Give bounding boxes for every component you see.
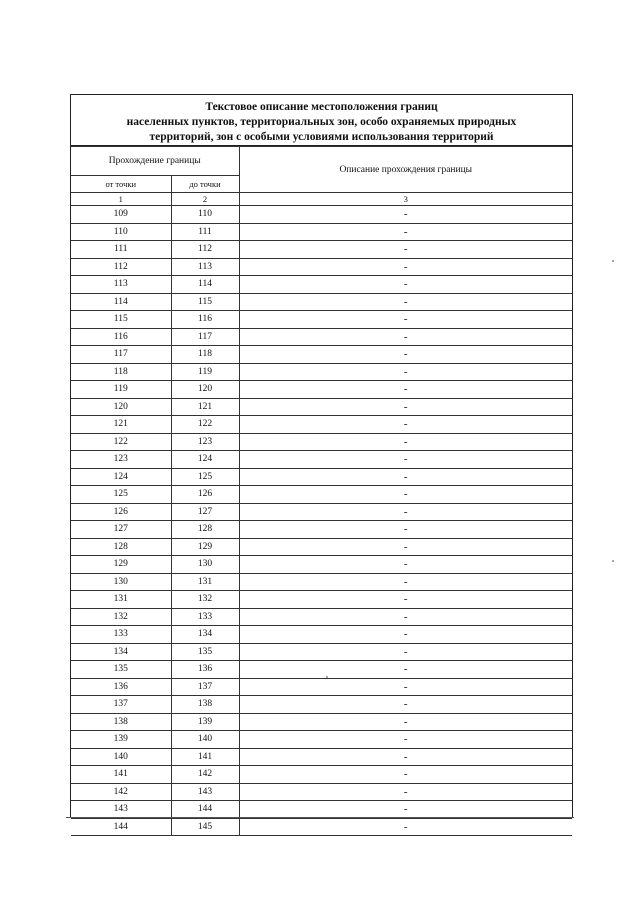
document-sheet [70,94,573,833]
cell-to-point: 110 [171,206,239,224]
table-row [71,538,572,556]
cell-from-point: 115 [71,311,171,329]
cell-description: - [239,258,572,276]
table-row [71,521,572,539]
cell-from-point: 134 [71,643,171,661]
table-row [71,311,572,329]
table-row [71,748,572,766]
cell-from-point: 122 [71,433,171,451]
cell-from-point: 114 [71,293,171,311]
document-title [71,95,572,146]
cell-description: - [239,276,572,294]
cell-from-point: 121 [71,416,171,434]
cell-description: - [239,801,572,819]
cell-from-point: 132 [71,608,171,626]
bottom-rule [66,817,574,818]
cell-description: - [239,346,572,364]
table-row [71,661,572,679]
cell-description: - [239,223,572,241]
table-row [71,766,572,784]
cell-description: - [239,696,572,714]
cell-from-point: 140 [71,748,171,766]
cell-description: - [239,766,572,784]
cell-description: - [239,486,572,504]
cell-to-point: 123 [171,433,239,451]
cell-to-point: 116 [171,311,239,329]
cell-from-point: 117 [71,346,171,364]
cell-description: - [239,328,572,346]
cell-to-point: 117 [171,328,239,346]
cell-from-point: 112 [71,258,171,276]
cell-to-point: 129 [171,538,239,556]
cell-description: - [239,468,572,486]
cell-to-point: 118 [171,346,239,364]
cell-from-point: 127 [71,521,171,539]
table-row [71,206,572,224]
table-body [71,206,572,836]
cell-to-point: 120 [171,381,239,399]
cell-from-point: 126 [71,503,171,521]
cell-from-point: 135 [71,661,171,679]
cell-to-point: 132 [171,591,239,609]
table-row [71,398,572,416]
header-boundary-passage: Прохождение границы [71,147,239,176]
cell-description: - [239,381,572,399]
table-row [71,486,572,504]
cell-to-point: 137 [171,678,239,696]
cell-to-point: 122 [171,416,239,434]
title-line-1: Текстовое описание местоположения границ [205,101,438,113]
cell-to-point: 144 [171,801,239,819]
cell-from-point: 125 [71,486,171,504]
column-number-3: 3 [239,193,572,206]
cell-from-point: 123 [71,451,171,469]
cell-description: - [239,748,572,766]
cell-to-point: 125 [171,468,239,486]
table-row [71,608,572,626]
table-row [71,241,572,259]
cell-to-point: 115 [171,293,239,311]
header-description: Описание прохождения границы [239,147,572,193]
cell-from-point: 120 [71,398,171,416]
cell-to-point: 114 [171,276,239,294]
cell-from-point: 113 [71,276,171,294]
cell-from-point: 116 [71,328,171,346]
cell-to-point: 130 [171,556,239,574]
cell-description: - [239,643,572,661]
cell-description: - [239,241,572,259]
table-row [71,591,572,609]
cell-from-point: 131 [71,591,171,609]
cell-to-point: 112 [171,241,239,259]
cell-from-point: 133 [71,626,171,644]
cell-description: - [239,591,572,609]
cell-from-point: 136 [71,678,171,696]
table-row [71,626,572,644]
cell-description: - [239,311,572,329]
table-row [71,328,572,346]
cell-from-point: 111 [71,241,171,259]
cell-from-point: 118 [71,363,171,381]
cell-description: - [239,818,572,836]
cell-from-point: 139 [71,731,171,749]
cell-to-point: 142 [171,766,239,784]
table-row [71,731,572,749]
table-row [71,643,572,661]
cell-to-point: 131 [171,573,239,591]
cell-to-point: 126 [171,486,239,504]
cell-description: - [239,293,572,311]
cell-description: - [239,398,572,416]
cell-to-point: 135 [171,643,239,661]
table-row [71,503,572,521]
cell-to-point: 127 [171,503,239,521]
cell-description: - [239,363,572,381]
cell-description: - [239,678,572,696]
table-row [71,468,572,486]
cell-to-point: 128 [171,521,239,539]
cell-from-point: 110 [71,223,171,241]
cell-to-point: 134 [171,626,239,644]
title-line-3: территорий, зон с особыми условиями использования территорий [149,131,494,143]
table-row [71,573,572,591]
cell-to-point: 145 [171,818,239,836]
table-row [71,783,572,801]
cell-to-point: 133 [171,608,239,626]
header-from-point: от точки [71,176,171,193]
cell-description: - [239,206,572,224]
table-row [71,801,572,819]
cell-from-point: 109 [71,206,171,224]
column-number-2: 2 [171,193,239,206]
cell-to-point: 124 [171,451,239,469]
cell-description: - [239,661,572,679]
cell-description: - [239,608,572,626]
table-row [71,416,572,434]
cell-to-point: 121 [171,398,239,416]
cell-description: - [239,713,572,731]
cell-from-point: 124 [71,468,171,486]
cell-from-point: 141 [71,766,171,784]
cell-to-point: 136 [171,661,239,679]
table-row [71,346,572,364]
scan-speck [612,560,614,562]
cell-from-point: 142 [71,783,171,801]
header-to-point: до точки [171,176,239,193]
cell-description: - [239,556,572,574]
table-row [71,713,572,731]
title-line-2: населенных пунктов, территориальных зон, особо охраняемых природных [126,116,517,128]
table-row [71,258,572,276]
table-row [71,223,572,241]
cell-description: - [239,783,572,801]
cell-to-point: 119 [171,363,239,381]
table-row [71,293,572,311]
table-row [71,381,572,399]
cell-to-point: 143 [171,783,239,801]
cell-from-point: 129 [71,556,171,574]
table-row [71,556,572,574]
column-number-1: 1 [71,193,171,206]
cell-from-point: 137 [71,696,171,714]
table-row [71,276,572,294]
cell-description: - [239,503,572,521]
table-row [71,678,572,696]
cell-to-point: 111 [171,223,239,241]
scan-speck [612,260,614,262]
cell-description: - [239,538,572,556]
cell-from-point: 119 [71,381,171,399]
cell-description: - [239,731,572,749]
cell-to-point: 141 [171,748,239,766]
cell-description: - [239,573,572,591]
cell-to-point: 138 [171,696,239,714]
table-row [71,433,572,451]
cell-description: - [239,626,572,644]
table-row [71,363,572,381]
cell-to-point: 113 [171,258,239,276]
cell-to-point: 139 [171,713,239,731]
cell-to-point: 140 [171,731,239,749]
cell-from-point: 130 [71,573,171,591]
cell-description: - [239,433,572,451]
cell-description: - [239,416,572,434]
cell-from-point: 138 [71,713,171,731]
cell-description: - [239,521,572,539]
table-row [71,818,572,836]
boundary-table [71,146,572,836]
cell-from-point: 144 [71,818,171,836]
table-row [71,451,572,469]
scan-speck [326,676,328,678]
cell-description: - [239,451,572,469]
cell-from-point: 143 [71,801,171,819]
cell-from-point: 128 [71,538,171,556]
table-row [71,696,572,714]
